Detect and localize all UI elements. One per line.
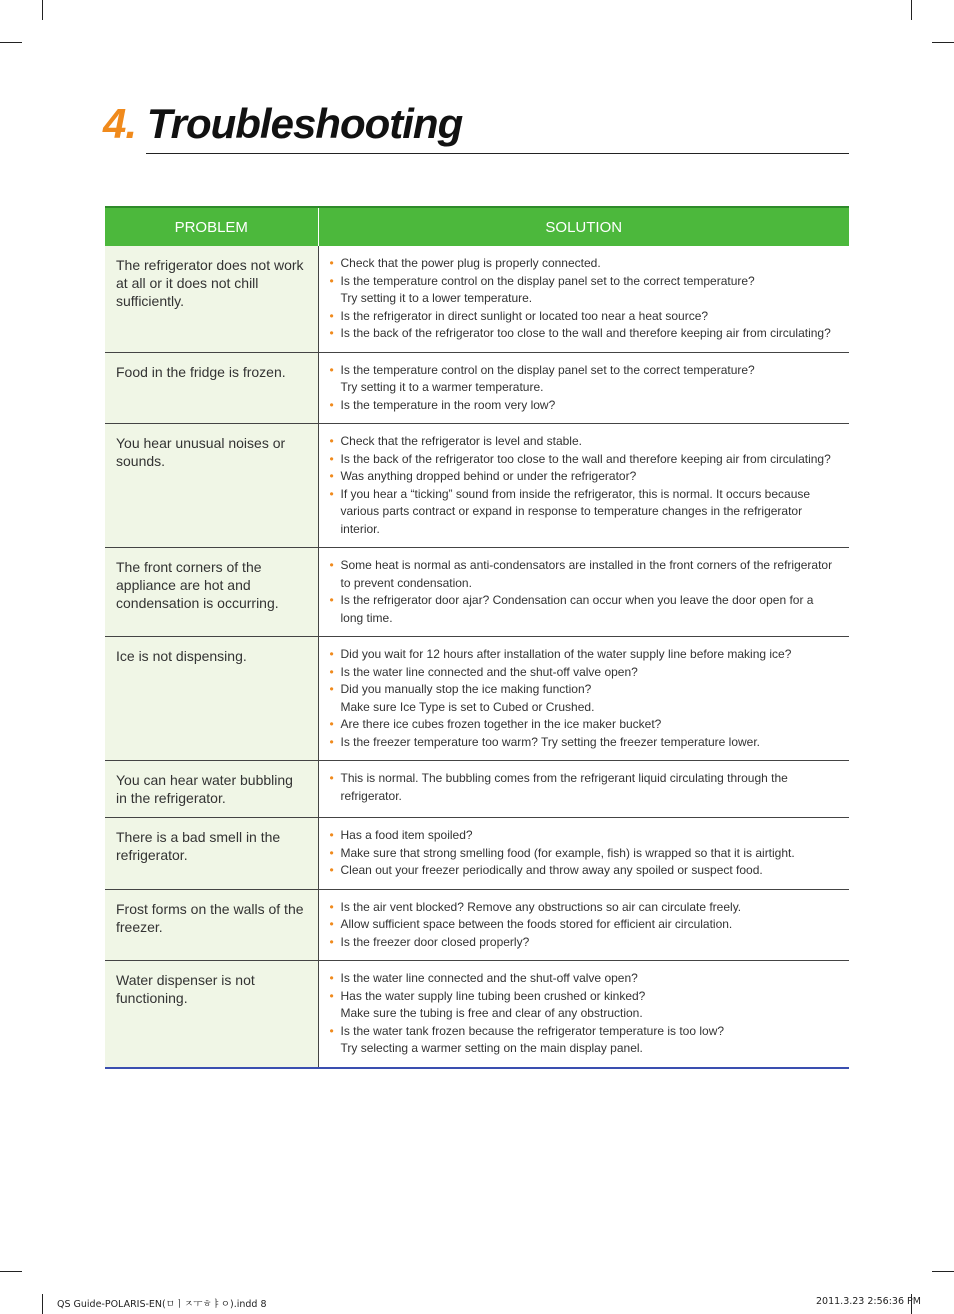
bullet-icon: • <box>329 971 334 985</box>
solution-item <box>330 397 838 415</box>
solution-text: Some heat is normal as anti-condensators are installed in the front corners of the refrigerator to prevent condensation. <box>340 558 833 590</box>
bullet-icon: • <box>329 899 334 914</box>
solution-item <box>330 988 838 1023</box>
problem-cell: Food in the fridge is frozen. <box>105 352 318 424</box>
solution-item <box>330 255 838 273</box>
title-rule <box>146 153 849 154</box>
problem-cell: Water dispenser is not functioning. <box>105 961 318 1068</box>
table-row <box>105 818 849 890</box>
table-header-row <box>105 207 849 246</box>
problem-cell: The front corners of the appliance are hot and condensation is occurring. <box>105 548 318 637</box>
table-row <box>105 246 849 352</box>
solution-text: Is the water line connected and the shut-off valve open? <box>340 971 638 985</box>
problem-cell: You hear unusual noises or sounds. <box>105 424 318 548</box>
bullet-icon: • <box>329 256 334 270</box>
solution-cell <box>318 548 849 637</box>
bullet-icon: • <box>329 863 334 877</box>
bullet-icon: • <box>329 397 334 412</box>
solution-item <box>330 664 838 682</box>
solution-item <box>330 451 838 469</box>
solution-list <box>330 770 838 805</box>
solution-item <box>330 916 838 934</box>
solution-item <box>330 770 838 805</box>
solution-cell <box>318 961 849 1068</box>
solution-text: If you hear a “ticking” sound from inside the refrigerator, this is normal. It occurs because various parts contract or expand in response to temperature changes in the refrigerator interior. <box>340 486 811 536</box>
solution-list <box>330 899 838 952</box>
bullet-icon: • <box>329 845 334 860</box>
crop-mark <box>911 0 912 20</box>
bullet-icon: • <box>329 988 334 1003</box>
solution-text: Is the air vent blocked? Remove any obstructions so air can circulate freely. <box>340 899 742 914</box>
solution-cell <box>318 637 849 761</box>
solution-text: Allow sufficient space between the foods stored for efficient air circulation. <box>340 917 733 931</box>
solution-text: Check that the refrigerator is level and stable. <box>340 434 582 448</box>
solution-text: Did you wait for 12 hours after installation of the water supply line before making ice? <box>340 647 792 661</box>
solution-list <box>330 433 838 538</box>
solution-text: Is the back of the refrigerator too close to the wall and therefore keeping air from circulating? <box>340 326 831 340</box>
solution-item <box>330 592 838 627</box>
solution-item <box>330 273 838 308</box>
table-row <box>105 637 849 761</box>
solution-item <box>330 934 838 952</box>
crop-mark <box>932 42 954 43</box>
solution-text: Is the refrigerator door ajar? Condensation can occur when you leave the door open for a long time. <box>340 593 814 625</box>
bullet-icon: • <box>329 1023 334 1038</box>
problem-header: PROBLEM <box>105 207 318 246</box>
solution-item <box>330 557 838 592</box>
solution-text: Is the temperature control on the display panel set to the correct temperature? Try setting it to a warmer temperature. <box>340 362 755 394</box>
solution-cell <box>318 352 849 424</box>
solution-text: Make sure that strong smelling food (for example, fish) is wrapped so that it is airtight. <box>340 845 795 860</box>
table-row <box>105 961 849 1068</box>
solution-text: This is normal. The bubbling comes from the refrigerant liquid circulating through the refrigerator. <box>340 771 788 803</box>
bullet-icon: • <box>329 647 334 661</box>
bullet-icon: • <box>329 469 334 483</box>
solution-item <box>330 468 838 486</box>
problem-cell: The refrigerator does not work at all or it does not chill sufficiently. <box>105 246 318 352</box>
solution-item <box>330 486 838 539</box>
section-number: 4. <box>103 100 137 147</box>
solution-item <box>330 845 838 863</box>
solution-text: Is the temperature in the room very low? <box>340 397 556 412</box>
solution-item <box>330 1023 838 1058</box>
crop-mark <box>0 42 22 43</box>
solution-text: Clean out your freezer periodically and throw away any spoiled or suspect food. <box>340 863 763 877</box>
bullet-icon: • <box>329 486 334 501</box>
solution-text: Check that the power plug is properly connected. <box>340 256 601 270</box>
table-body <box>105 246 849 1068</box>
bullet-icon: • <box>329 362 334 377</box>
solution-list <box>330 646 838 751</box>
section-title: Troubleshooting <box>146 100 463 147</box>
bullet-icon: • <box>329 934 334 949</box>
solution-list <box>330 255 838 343</box>
bullet-icon: • <box>329 308 334 323</box>
solution-text: Is the water line connected and the shut-off valve open? <box>340 664 638 679</box>
bullet-icon: • <box>329 434 334 448</box>
bullet-icon: • <box>329 273 334 288</box>
troubleshooting-table <box>105 206 849 1069</box>
footer-timestamp: 2011.3.23 2:56:36 PM <box>816 1296 921 1307</box>
bullet-icon: • <box>329 326 334 340</box>
solution-cell <box>318 889 849 961</box>
solution-text: Is the water tank frozen because the refrigerator temperature is too low? Try selecting a warmer setting on the main display panel. <box>340 1023 725 1055</box>
solution-item <box>330 970 838 988</box>
solution-cell <box>318 246 849 352</box>
bullet-icon: • <box>329 593 334 607</box>
solution-header: SOLUTION <box>318 207 849 246</box>
bullet-icon: • <box>329 664 334 679</box>
solution-cell <box>318 424 849 548</box>
problem-cell: There is a bad smell in the refrigerator. <box>105 818 318 890</box>
page-title <box>103 100 463 147</box>
bullet-icon: • <box>329 771 334 785</box>
solution-cell <box>318 818 849 890</box>
crop-mark <box>0 1271 22 1272</box>
bullet-icon: • <box>329 682 334 696</box>
solution-item <box>330 827 838 845</box>
crop-mark <box>42 1294 43 1314</box>
solution-text: Has the water supply line tubing been crushed or kinked? Make sure the tubing is free and clear of any obstruction. <box>340 988 646 1020</box>
table-row <box>105 548 849 637</box>
solution-text: Is the temperature control on the display panel set to the correct temperature? Try setting it to a lower temperature. <box>340 273 755 305</box>
crop-mark <box>42 0 43 20</box>
solution-list <box>330 362 838 415</box>
solution-text: Are there ice cubes frozen together in the ice maker bucket? <box>340 717 662 731</box>
problem-cell: You can hear water bubbling in the refrigerator. <box>105 761 318 818</box>
solution-item <box>330 646 838 664</box>
solution-item <box>330 308 838 326</box>
crop-mark <box>932 1271 954 1272</box>
bullet-icon: • <box>329 717 334 731</box>
solution-text: Was anything dropped behind or under the refrigerator? <box>340 469 637 483</box>
solution-item <box>330 862 838 880</box>
table-row <box>105 889 849 961</box>
solution-item <box>330 681 838 716</box>
solution-item <box>330 362 838 397</box>
footer-filename: QS Guide-POLARIS-EN(ㅁㅣㅈㅜㅎㅑㅇ).indd 8 <box>57 1299 267 1310</box>
solution-text: Is the back of the refrigerator too close to the wall and therefore keeping air from circulating? <box>340 451 831 466</box>
table-row <box>105 424 849 548</box>
bullet-icon: • <box>329 558 334 572</box>
solution-item <box>330 899 838 917</box>
bullet-icon: • <box>329 828 334 842</box>
table-row <box>105 761 849 818</box>
solution-list <box>330 557 838 627</box>
bullet-icon: • <box>329 734 334 749</box>
solution-text: Is the freezer temperature too warm? Try setting the freezer temperature lower. <box>340 734 761 749</box>
solution-list <box>330 970 838 1058</box>
solution-list <box>330 827 838 880</box>
problem-cell: Ice is not dispensing. <box>105 637 318 761</box>
table-row <box>105 352 849 424</box>
solution-item <box>330 325 838 343</box>
solution-text: Has a food item spoiled? <box>340 828 473 842</box>
bullet-icon: • <box>329 917 334 931</box>
solution-text: Did you manually stop the ice making function? Make sure Ice Type is set to Cubed or Crushed. <box>340 682 595 714</box>
solution-item <box>330 433 838 451</box>
bullet-icon: • <box>329 451 334 466</box>
solution-text: Is the freezer door closed properly? <box>340 934 530 949</box>
solution-item <box>330 716 838 734</box>
problem-cell: Frost forms on the walls of the freezer. <box>105 889 318 961</box>
solution-cell <box>318 761 849 818</box>
solution-text: Is the refrigerator in direct sunlight or located too near a heat source? <box>340 308 709 323</box>
solution-item <box>330 734 838 752</box>
